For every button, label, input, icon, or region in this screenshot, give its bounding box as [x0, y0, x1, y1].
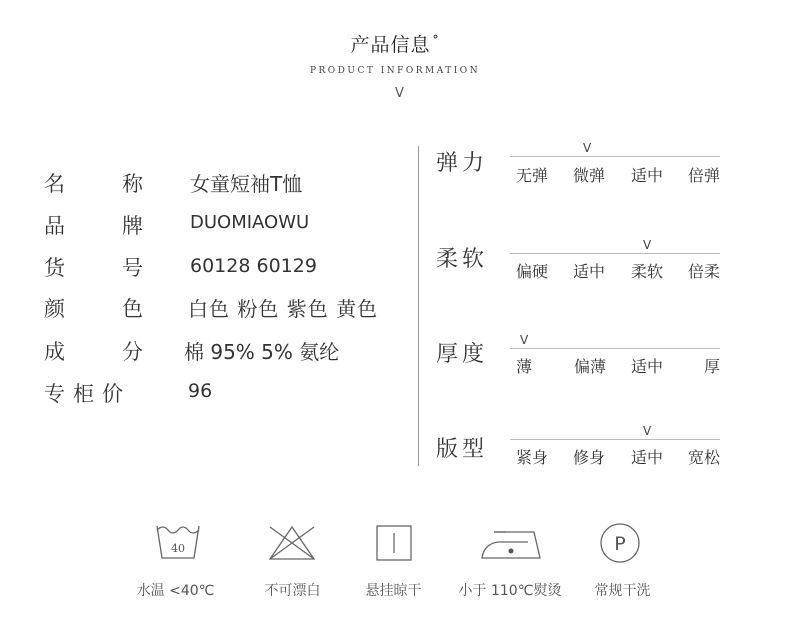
care-label-hang-dry: 悬挂晾干 — [365, 583, 422, 599]
wash-40-icon — [153, 522, 203, 562]
option-thickness-4: 厚 — [704, 357, 721, 376]
value-item-no: 60128 60129 — [190, 255, 317, 277]
value-composition: 棉 95% 5% 氨纶 — [184, 340, 340, 364]
dry-clean-letter: P — [614, 533, 626, 555]
option-fit-3: 适中 — [631, 448, 664, 467]
header-chevron-down-icon: V — [395, 86, 404, 101]
selected-marker-elasticity: V — [583, 141, 592, 155]
scale-line-thickness — [510, 348, 720, 349]
label-price: 专柜价 — [44, 382, 131, 406]
scale-line-fit — [510, 439, 720, 440]
care-label-no-bleach: 不可漂白 — [264, 583, 321, 599]
vertical-divider — [418, 146, 419, 466]
label-item-no-b: 号 — [122, 256, 143, 280]
scale-line-elasticity — [510, 156, 720, 157]
value-brand: DUOMIAOWU — [190, 212, 310, 233]
care-label-dry-clean: 常规干洗 — [594, 583, 651, 599]
scale-title-softness: 柔软 — [436, 247, 489, 272]
no-bleach-icon — [266, 524, 318, 562]
label-name-a: 名 — [44, 172, 65, 196]
option-elasticity-4: 倍弹 — [688, 166, 721, 185]
title-mark: ° — [432, 32, 440, 47]
page-title — [0, 30, 790, 57]
label-color-a: 颜 — [44, 297, 65, 321]
wash-temp-text: 40 — [171, 542, 185, 555]
option-elasticity-1: 无弹 — [516, 166, 549, 185]
option-thickness-3: 适中 — [631, 357, 664, 376]
option-elasticity-2: 微弹 — [573, 166, 606, 185]
care-label-iron: 小于 110℃熨烫 — [458, 583, 562, 599]
option-fit-2: 修身 — [573, 448, 606, 467]
label-name-b: 称 — [122, 172, 143, 196]
option-softness-4: 倍柔 — [688, 262, 721, 281]
iron-110-icon — [478, 524, 544, 564]
scale-title-thickness: 厚度 — [436, 342, 489, 367]
dry-clean-p-icon — [598, 521, 642, 565]
option-fit-4: 宽松 — [688, 448, 721, 467]
label-color-b: 色 — [122, 297, 143, 321]
page-subtitle: PRODUCT INFORMATION — [309, 66, 481, 76]
scale-title-elasticity: 弹力 — [436, 151, 489, 176]
care-label-wash: 水温 <40℃ — [136, 583, 215, 599]
label-brand-b: 牌 — [122, 214, 143, 238]
scale-line-softness — [510, 253, 720, 254]
label-composition-b: 分 — [122, 340, 143, 364]
option-softness-2: 适中 — [573, 262, 606, 281]
option-softness-3: 柔软 — [631, 262, 664, 281]
option-thickness-1: 薄 — [516, 357, 533, 376]
label-brand-a: 品 — [44, 214, 65, 238]
label-item-no-a: 货 — [44, 256, 65, 280]
option-elasticity-3: 适中 — [631, 166, 664, 185]
selected-marker-fit: V — [643, 424, 652, 438]
selected-marker-softness: V — [643, 238, 652, 252]
value-price: 96 — [188, 380, 213, 402]
selected-marker-thickness: V — [520, 333, 529, 347]
scale-title-fit: 版型 — [436, 437, 489, 462]
value-color: 白色 粉色 紫色 黄色 — [188, 297, 379, 321]
hang-dry-icon — [374, 523, 414, 563]
label-composition-a: 成 — [44, 340, 65, 364]
option-thickness-2: 偏薄 — [574, 357, 607, 376]
option-fit-1: 紧身 — [516, 448, 549, 467]
title-text: 产品信息 — [350, 34, 431, 56]
value-name: 女童短袖T恤 — [190, 172, 303, 196]
option-softness-1: 偏硬 — [516, 262, 549, 281]
